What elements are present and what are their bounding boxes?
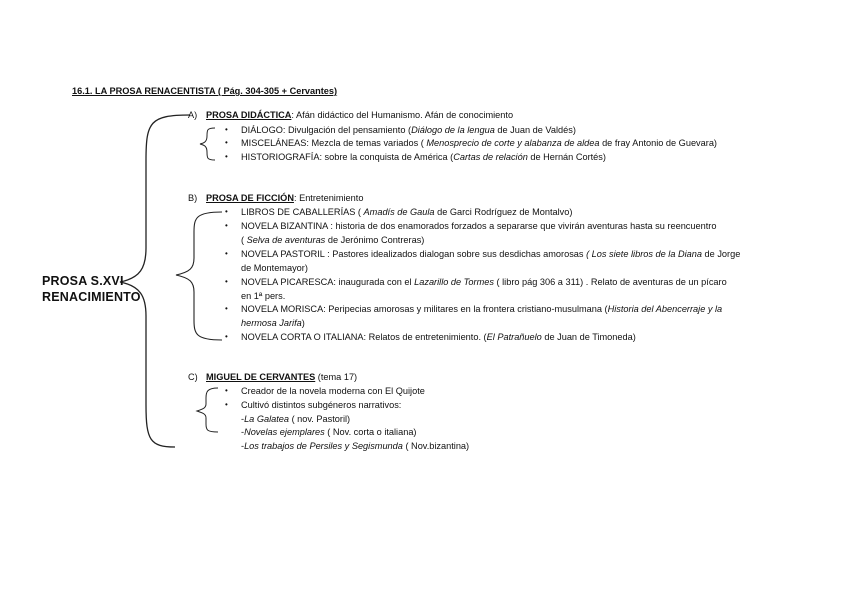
section-b-heading: PROSA DE FICCIÓN (206, 193, 294, 203)
sub-list-item: -Los trabajos de Persiles y Segismunda ( Nov.bizantina) (241, 441, 470, 451)
bullet-icon: • (225, 277, 228, 286)
list-item: Cultivó distintos subgéneros narrativos: (241, 400, 402, 410)
section-c-heading-line (206, 371, 357, 383)
section-a-rest: : Afán didáctico del Humanismo. Afán de conocimiento (291, 110, 514, 120)
main-brace (120, 115, 190, 447)
bullet-icon: • (225, 138, 228, 147)
section-c-rest: (tema 17) (315, 372, 358, 382)
list-item: NOVELA MORISCA: Peripecias amorosas y militares en la frontera cristiano-musulmana (Historia del Abencerraje y la (241, 304, 723, 314)
list-item-continuation: en 1ª pers. (241, 291, 286, 301)
section-b-letter: B) (188, 193, 198, 203)
section-b-brace (176, 212, 222, 340)
bullet-icon: • (225, 249, 228, 258)
list-item-continuation: de Montemayor) (241, 263, 308, 273)
list-item-continuation: ( Selva de aventuras de Jerónimo Contreras) (241, 235, 425, 245)
bullet-icon: • (225, 221, 228, 230)
section-b-rest: : Entretenimiento (293, 193, 364, 203)
main-label-line1: PROSA S.XVI (42, 274, 124, 288)
page-title: 16.1. LA PROSA RENACENTISTA ( Pág. 304-305 + Cervantes) (72, 86, 338, 96)
list-item: DIÁLOGO: Divulgación del pensamiento (Diálogo de la lengua de Juan de Valdés) (241, 125, 576, 135)
list-item-continuation: hermosa Jarifa) (241, 318, 305, 328)
section-a-brace (200, 128, 215, 160)
bullet-icon: • (225, 207, 228, 216)
section-a-heading: PROSA DIDÁCTICA (206, 110, 292, 120)
list-item: MISCELÁNEAS: Mezcla de temas variados ( Menosprecio de corte y alabanza de aldea de fray Antonio de Guevara) (241, 138, 717, 148)
list-item: NOVELA PASTORIL : Pastores idealizados dialogan sobre sus desdichas amorosas ( Los siete libros de la Diana de Jorge (241, 249, 741, 259)
list-item: HISTORIOGRAFÍA: sobre la conquista de América (Cartas de relación de Hernán Cortés) (241, 152, 606, 162)
main-label-line2: RENACIMIENTO (42, 290, 141, 304)
bullet-icon: • (225, 125, 228, 134)
section-a-letter: A) (188, 110, 198, 120)
bullet-icon: • (225, 400, 228, 409)
section-c-letter: C) (188, 372, 198, 382)
list-item: NOVELA CORTA O ITALIANA: Relatos de entretenimiento. (El Patrañuelo de Juan de Timoneda) (241, 332, 636, 342)
section-c-heading: MIGUEL DE CERVANTES (206, 372, 316, 382)
list-item: NOVELA PICARESCA: inaugurada con el Lazarillo de Tormes ( libro pág 306 a 311) . Relato de aventuras de un pícaro (241, 277, 727, 287)
bullet-icon: • (225, 152, 228, 161)
sub-list-item: -La Galatea ( nov. Pastoril) (241, 414, 351, 424)
section-a-heading-line (206, 109, 513, 121)
list-item: Creador de la novela moderna con El Quijote (241, 386, 425, 396)
sub-list-item: -Novelas ejemplares ( Nov. corta o italiana) (241, 427, 417, 437)
bullet-icon: • (225, 332, 228, 341)
bullet-icon: • (225, 386, 228, 395)
section-b-heading-line (206, 192, 363, 204)
section-c-brace (197, 388, 218, 432)
list-item: LIBROS DE CABALLERÍAS ( Amadís de Gaula de Garci Rodríguez de Montalvo) (241, 207, 573, 217)
bullet-icon: • (225, 304, 228, 313)
list-item: NOVELA BIZANTINA : historia de dos enamorados forzados a separarse que vivirán aventuras hasta su reencuentro (241, 221, 717, 231)
